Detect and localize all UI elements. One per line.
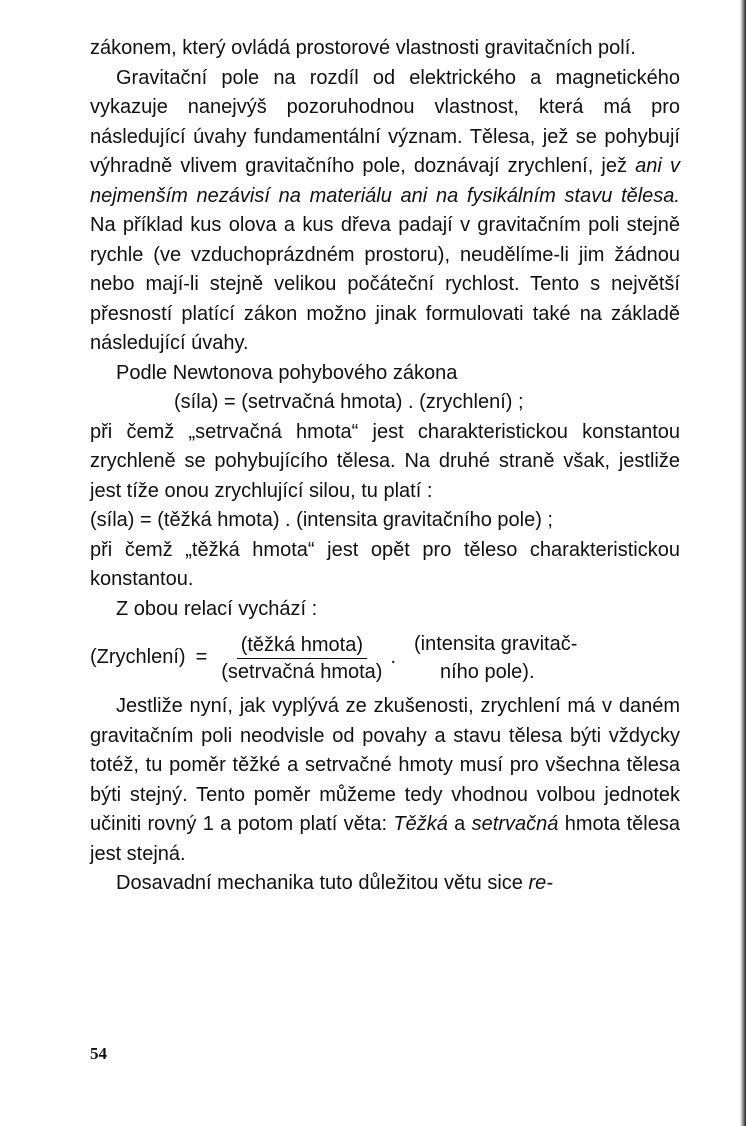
paragraph-2-italic: ani v nejmenším nezávisí na materiálu ani na fysikálním stavu tělesa. <box>90 155 681 207</box>
paragraph-7-text-b: hmota tělesa jest stejná. <box>90 813 680 865</box>
paragraph-6: Z obou relací vychází : <box>116 597 318 620</box>
paragraph-8 <box>90 869 680 899</box>
fraction-denominator: (setrvačná hmota) <box>221 660 383 683</box>
paragraph-7-italic-2: setrvačná <box>471 813 559 835</box>
paragraph-8-italic: re- <box>528 872 553 894</box>
page-edge-shadow <box>740 0 746 1126</box>
formula-dot: . <box>390 646 396 669</box>
paragraph-2-text-a: Gravitační pole na rozdíl od elektrického a magnetického vykazuje nanejvýš pozoruhodnou vlastnost, která má pro následující úvahy fundamentální význam. Tělesa, jež se pohybují výhradně vlivem gravitačního pole, doznávají zrychlení, jež <box>90 66 680 177</box>
formula-rhs-line-1: (intensita gravitač- <box>414 633 578 655</box>
formula-newton: (síla) = (setrvačná hmota) . (zrychlení) ; <box>174 391 524 413</box>
formula-rhs <box>414 630 577 686</box>
paragraph-7-mid: a <box>447 813 472 835</box>
paragraph-5: při čemž „těžká hmota“ jest opět pro těleso charakteristickou konstantou. <box>90 538 680 590</box>
paragraph-7-text-a: Jestliže nyní, jak vyplývá ze zkušenosti, zrychlení má v daném gravitačním poli neodvisle od povahy a stavu tělesa býti vždycky totéž, tu poměr těžké a setrvačné hmoty musí pro všechna tělesa býti stejný. Tento poměr můžeme tedy vhodnou volbou jednotek učiniti rovný 1 a potom platí věta: <box>90 695 680 835</box>
paragraph-2-text-b: Na příklad kus olova a kus dřeva padají v gravitačním poli stejně rychle (ve vzduchoprázdném prostoru), neudělíme-li jim žádnou nebo mají-li stejně velikou počáteční rychlost. Tento s největší přesností platící zákon možno jinak formulovati také na základě následující úvahy. <box>90 214 680 354</box>
body-text <box>90 34 680 899</box>
paragraph-4: při čemž „setrvačná hmota“ jest charakteristickou konstantou zrychleně se pohybujícího tělesa. Na druhé straně však, jestliže jest tíže onou zrychlující silou, tu platí : <box>90 420 680 502</box>
paragraph-7-italic-1: Těžká <box>393 813 448 835</box>
formula-rhs-line-2: ního pole). <box>440 661 535 683</box>
paragraph-3: Podle Newtonova pohybového zákona <box>116 361 458 384</box>
paragraph-2 <box>90 64 680 359</box>
formula-equals: = <box>195 646 208 669</box>
paragraph-7 <box>90 692 680 869</box>
formula-lhs: (Zrychlení) <box>90 646 186 669</box>
formula-gravity: (síla) = (těžká hmota) . (intensita gravitačního pole) ; <box>90 509 553 531</box>
fraction <box>217 632 386 685</box>
paragraph-1: zákonem, který ovládá prostorové vlastnosti gravitačních polí. <box>90 37 636 59</box>
fraction-numerator: (těžká hmota) <box>237 632 367 659</box>
formula-acceleration <box>90 626 680 690</box>
paragraph-8-text-a: Dosavadní mechanika tuto důležitou větu sice <box>116 872 529 894</box>
page-number: 54 <box>90 1044 107 1063</box>
